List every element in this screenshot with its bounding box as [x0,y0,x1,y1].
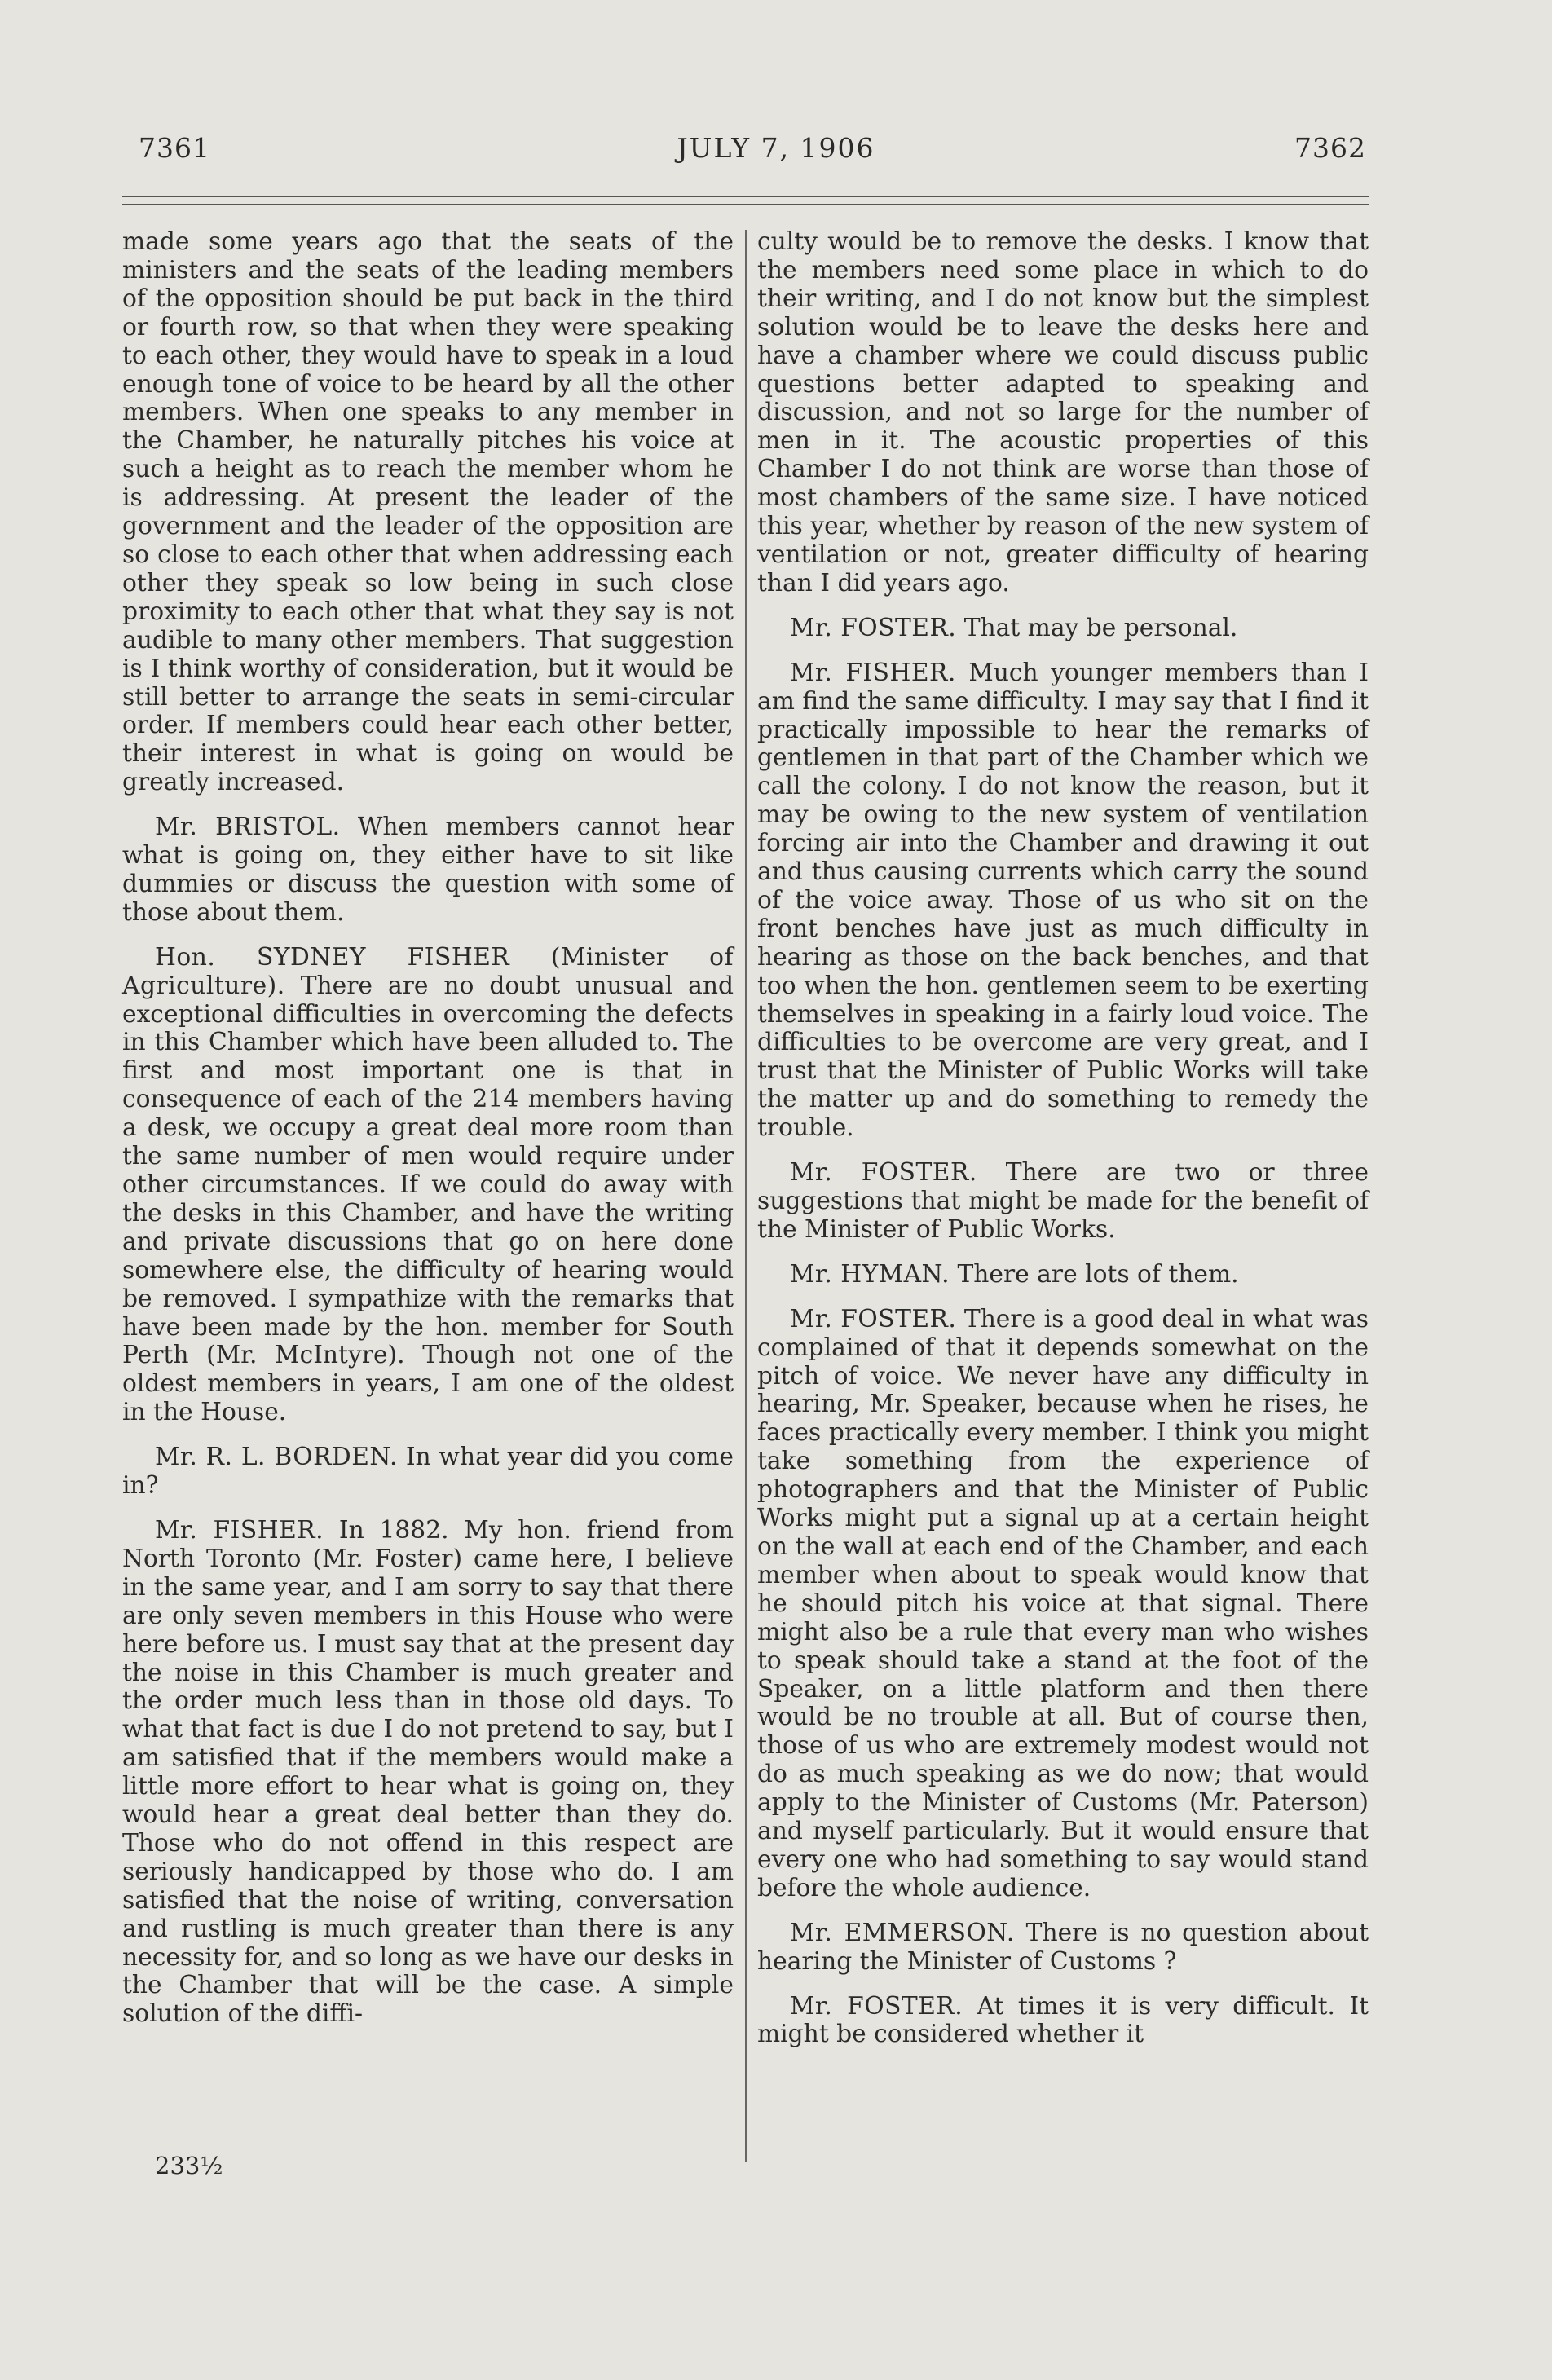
paragraph [122,1443,734,1501]
speaker-name: Hon. SYDNEY FISHER (Minister of Agriculture). [122,942,734,1000]
header-rule-lower [122,204,1369,205]
speech-text: At times it is very difficult. It might be considered whether it [757,1991,1369,2049]
speech-text: made some years ago that the seats of the ministers and the seats of the leading members of the opposition should be put back in the third or fourth row, so that when they were speaking to each other, they would have to speak in a loud enough tone of voice to be heard by all the other members. When one speaks to any member in the Chamber, he naturally pitches his voice at such a height as to reach the member whom he is addressing. At present the leader of the government and the leader of the opposition are so close to each other that when addressing each other they speak so low being in such close proximity to each other that what they say is not audible to many other members. That suggestion is I think worthy of consideration, but it would be still better to arrange the seats in semi-circular order. If members could hear each other better, their interest in what is going on would be greatly increased. [122,227,734,797]
speech-text: There is no question about hearing the Minister of Customs ? [757,1918,1369,1976]
paragraph [757,1919,1369,1977]
paragraph [757,1261,1369,1289]
speaker-name: Mr. EMMERSON. [790,1918,1015,1947]
right-page-number: 7362 [1294,132,1366,164]
speaker-name: Mr. FOSTER. [790,613,957,642]
paragraph [757,1159,1369,1245]
paragraph [757,659,1369,1143]
paragraph [122,228,734,797]
paragraph [122,813,734,928]
speech-text: There are lots of them. [957,1259,1239,1289]
folio-number: 233½ [155,2152,223,2179]
paragraph [757,228,1369,598]
speech-text: There is a good deal in what was complained of that it depends somewhat on the pitch of voice. We never have any difficulty in hearing, Mr. Speaker, because when he rises, he faces practically every member. I think you might take something from the experience of photographers and that the Minister of Public Works might put a signal up at a certain height on the wall at each end of the Chamber, and each member when about to speak would know that he should pitch his voice at that signal. There might also be a rule that every man who wishes to speak should take a stand at the foot of the Speaker, on a little platform and then there would be no trouble at all. But of course then, those of us who are extremely modest would not do as much speaking as we do now; that would apply to the Minister of Customs (Mr. Paterson) and myself particularly. But it would ensure that every one who had something to say would stand before the whole audience. [757,1304,1369,1902]
paragraph [122,944,734,1427]
speech-text: culty would be to remove the desks. I know that the members need some place in which to do their writing, and I do not know but the simplest solution would be to leave the desks here and have a chamber where we could discuss public questions better adapted to speaking and discussion, and not so large for the number of men in it. The acoustic properties of this Chamber I do not think are worse than those of most chambers of the same size. I have noticed this year, whether by reason of the new system of ventilation or not, greater difficulty of hearing than I did years ago. [757,227,1369,597]
speech-text: Much younger members than I am find the same difficulty. I may say that I find it practically impossible to hear the remarks of gentlemen in that part of the Chamber which we call the colony. I do not know the reason, but it may be owing to the new system of ventilation forcing air into the Chamber and drawing it out and thus causing currents which carry the sound of the voice away. Those of us who sit on the front benches have just as much difficulty in hearing as those on the back benches, and that too when the hon. gentlemen seem to be exerting themselves in speaking in a fairly loud voice. The difficulties to be overcome are very great, and I trust that the Minister of Public Works will take the matter up and do something to remedy the trouble. [757,658,1369,1143]
page-date: JULY 7, 1906 [677,132,875,164]
right-column [757,228,1369,2065]
paragraph [122,1517,734,2029]
paragraph [757,615,1369,643]
speaker-name: Mr. FOSTER. [790,1304,957,1333]
speaker-name: Mr. FISHER. [790,658,956,687]
paragraph [757,1306,1369,1903]
speech-text: In what year did you come in? [122,1443,734,1501]
speech-text: That may be personal. [963,613,1238,642]
speaker-name: Mr. R. L. BORDEN. [155,1443,398,1472]
speech-text: There are two or three suggestions that might be made for the benefit of the Minister of Public Works. [757,1158,1369,1244]
column-divider [745,230,747,2162]
speaker-name: Mr. FOSTER. [790,1158,977,1188]
speaker-name: Mr. HYMAN. [790,1259,950,1289]
speaker-name: Mr. FISHER. [155,1515,324,1545]
speaker-name: Mr. FOSTER. [790,1991,963,2021]
speech-text: In 1882. My hon. friend from North Toronto (Mr. Foster) came here, I believe in the same year, and I am sorry to say that there are only seven members in this House who were here before us. I must say that at the present day the noise in this Chamber is much greater and the order much less than in those old days. To what that fact is due I do not pretend to say, but I am satisfied that if the members would make a little more effort to hear what is going on, they would hear a great deal better than they do. Those who do not offend in this respect are seriously handicapped by those who do. I am satisfied that the noise of writing, conversation and rustling is much greater than there is any necessity for, and so long as we have our desks in the Chamber that will be the case. A simple solution of the diffi- [122,1515,734,2029]
speaker-name: Mr. BRISTOL. [155,813,341,842]
left-column [122,228,734,2045]
page-header [0,132,1552,181]
paragraph [757,1993,1369,2050]
speech-text: There are no doubt unusual and exceptional difficulties in overcoming the defects in this Chamber which have been alluded to. The first and most important one is that in consequence of each of the 214 members having a desk, we occupy a great deal more room than the same number of men would require under other circumstances. If we could do away with the desks in this Chamber, and have the writing and private discussions that go on here done somewhere else, the difficulty of hearing would be removed. I sympathize with the remarks that have been made by the hon. member for South Perth (Mr. McIntyre). Though not one of the oldest members in years, I am one of the oldest in the House. [122,971,734,1427]
header-rule [122,196,1369,197]
speech-text: When members cannot hear what is going on, they either have to sit like dummies or discuss the question with some of those about them. [122,813,734,927]
left-page-number: 7361 [139,132,210,164]
